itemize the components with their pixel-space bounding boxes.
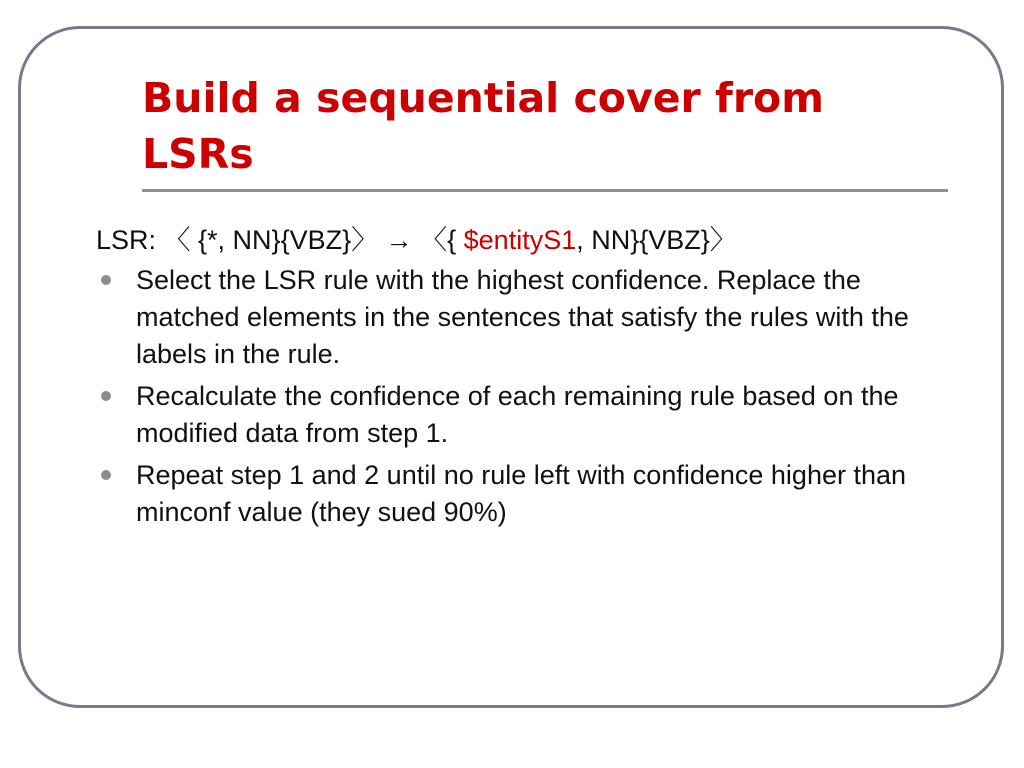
slide-content xyxy=(96,222,936,536)
bullet-dot-icon xyxy=(101,391,111,401)
bullet-text-1: Select the LSR rule with the highest confidence. Replace the matched elements in the sentences that satisfy the rules with the labels in the rule. xyxy=(136,265,909,369)
bullet-item-1 xyxy=(96,262,936,373)
lsr-rule-suffix: , NN}{VBZ}〉 xyxy=(576,225,737,255)
bullet-text-2: Recalculate the confidence of each remaining rule based on the modified data from step 1. xyxy=(136,381,899,448)
bullet-dot-icon xyxy=(101,470,111,480)
bullet-item-2 xyxy=(96,378,936,452)
lsr-rule-entity: $entityS1 xyxy=(463,225,577,255)
bullet-text-3: Repeat step 1 and 2 until no rule left with confidence higher than minconf value (they sued 90%) xyxy=(136,460,907,527)
bullet-list xyxy=(96,262,936,531)
bullet-item-3 xyxy=(96,457,936,531)
title-divider xyxy=(142,189,948,192)
lsr-rule-line xyxy=(96,222,936,259)
bullet-dot-icon xyxy=(101,275,111,285)
lsr-rule-prefix: LSR: 〈 {*, NN}{VBZ}〉 → 〈{ xyxy=(96,225,464,255)
slide-title: Build a sequential cover from LSRs xyxy=(142,74,824,178)
